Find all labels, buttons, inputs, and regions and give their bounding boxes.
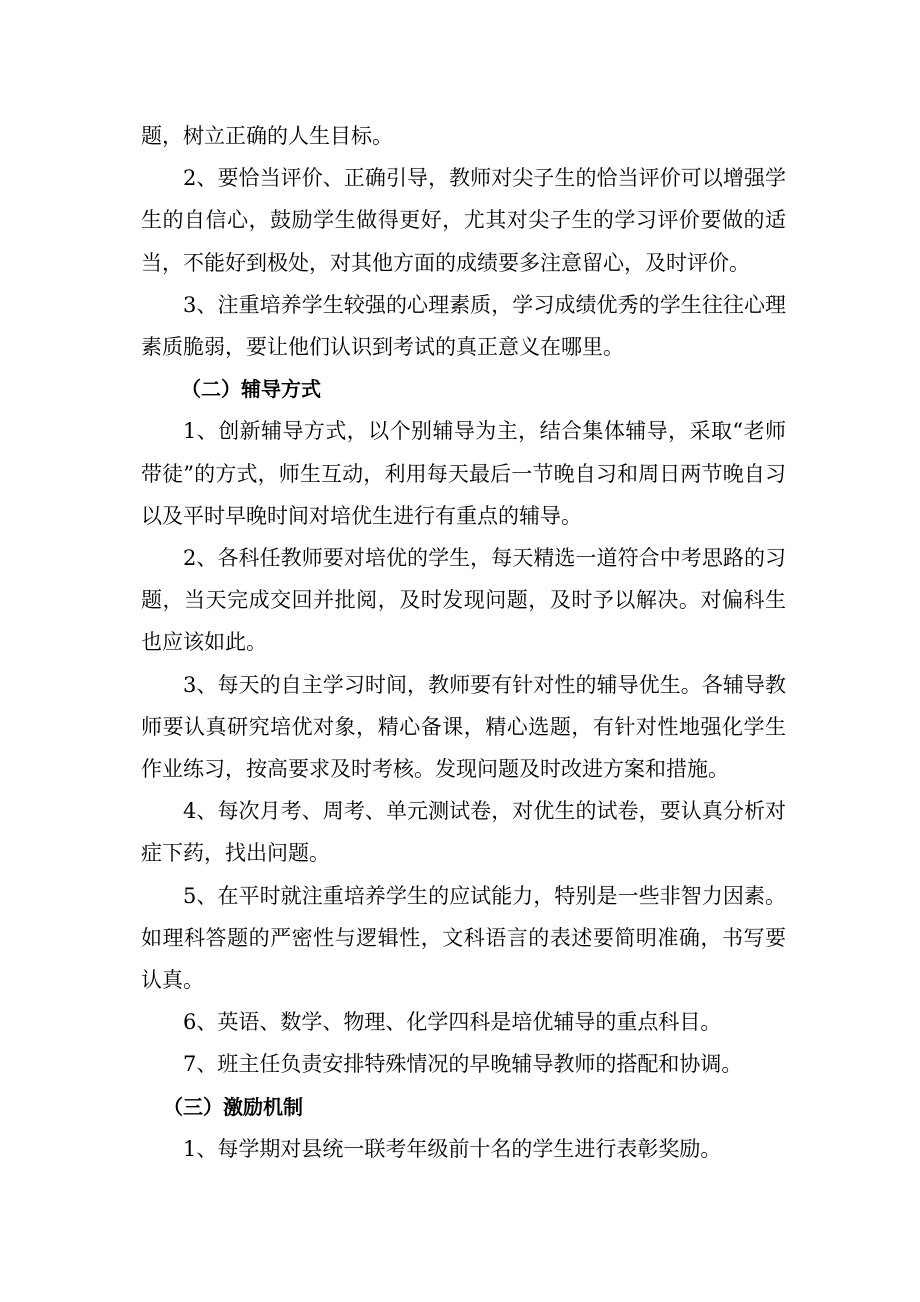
paragraph-tutoring-6: 6、英语、数学、物理、化学四科是培优辅导的重点科目。 <box>183 1010 722 1035</box>
section-heading-incentives: （三）激励机制 <box>163 1094 303 1119</box>
paragraph-tutoring-5: 5、在平时就注重培养学生的应试能力，特别是一些非智力因素。如理科答题的严密性与逻辑性，文科语言的表述要简明准确，书写要认真。 <box>141 883 786 993</box>
paragraph-tutoring-4: 4、每次月考、周考、单元测试卷，对优生的试卷，要认真分析对症下药，找出问题。 <box>141 799 786 866</box>
paragraph-evaluation: 2、要恰当评价、正确引导，教师对尖子生的恰当评价可以增强学生的自信心，鼓励学生做得更好，尤其对尖子生的学习评价要做的适当，不能好到极处，对其他方面的成绩要多注意留心，及时评价。 <box>141 166 786 275</box>
paragraph-incentive-1: 1、每学期对县统一联考年级前十名的学生进行表彰奖励。 <box>183 1136 722 1161</box>
paragraph-tutoring-1: 1、创新辅导方式，以个别辅导为主，结合集体辅导，采取“老师带徒”的方式，师生互动，利用每天最后一节晚自习和周日两节晚自习以及平时早晚时间对培优生进行有重点的辅导。 <box>141 419 786 528</box>
paragraph-tutoring-7: 7、班主任负责安排特殊情况的早晚辅导教师的搭配和协调。 <box>183 1052 743 1077</box>
paragraph-tutoring-3: 3、每天的自主学习时间，教师要有针对性的辅导优生。各辅导教师要认真研究培优对象，精心备课，精心选题，有针对性地强化学生作业练习，按高要求及时考核。发现问题及时改进方案和措施。 <box>141 672 786 782</box>
paragraph-tutoring-2: 2、各科任教师要对培优的学生，每天精选一道符合中考思路的习题，当天完成交回并批阅，及时发现问题，及时予以解决。对偏科生也应该如此。 <box>141 546 786 655</box>
document-page <box>141 115 786 1170</box>
paragraph-psychology: 3、注重培养学生较强的心理素质，学习成绩优秀的学生往往心理素质脆弱，要让他们认识到考试的真正意义在哪里。 <box>141 292 786 360</box>
section-heading-tutoring-methods: （二）辅导方式 <box>181 377 321 402</box>
paragraph-continuation: 题，树立正确的人生目标。 <box>141 124 393 148</box>
